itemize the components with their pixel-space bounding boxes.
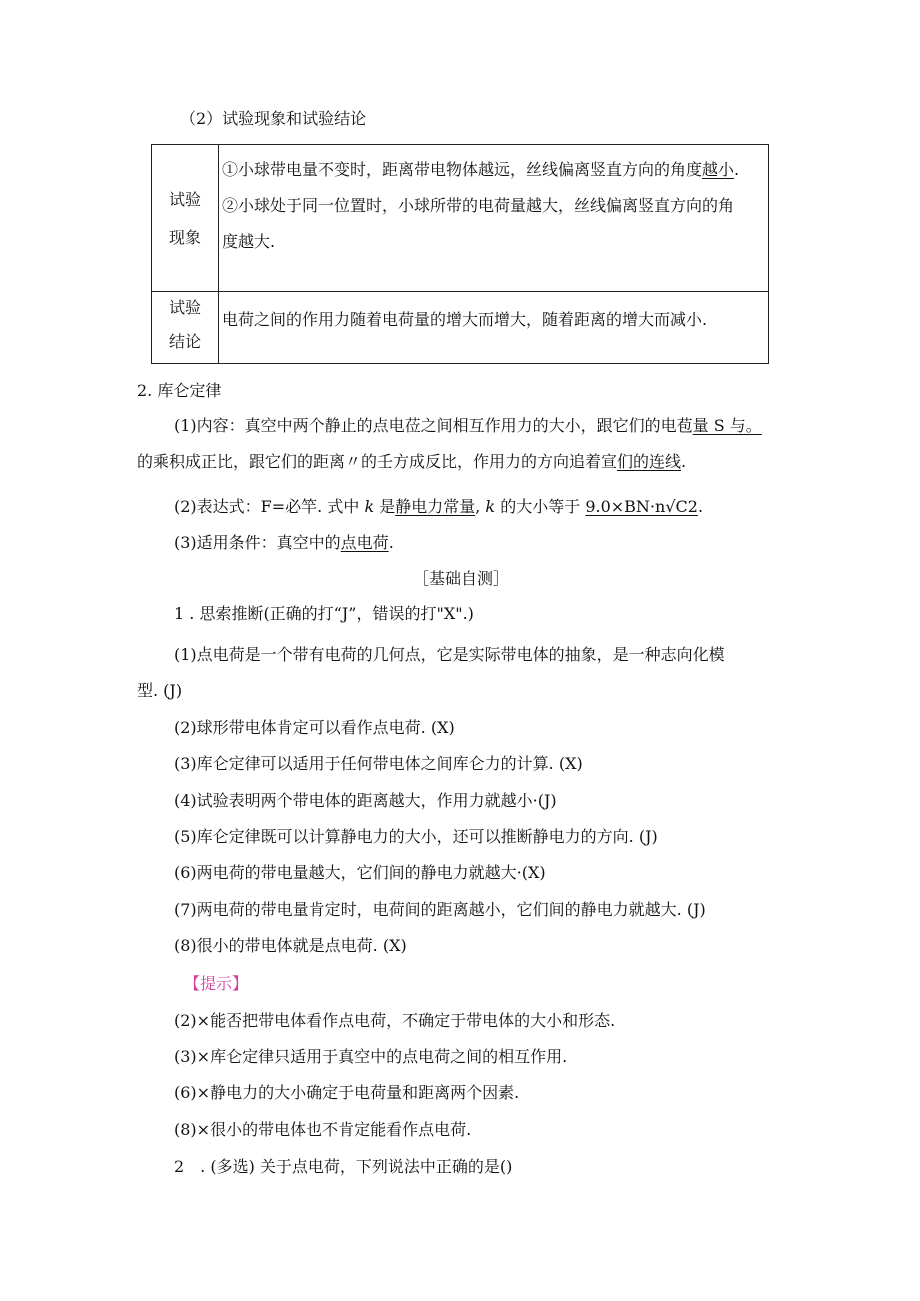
table-column-divider bbox=[218, 145, 219, 363]
coulomb-expression: (2)表达式：F=必竿. 式中 k 是静电力常量, k 的大小等于 9.0×BN·n√C2. bbox=[174, 497, 704, 516]
coulomb-condition: (3)适用条件：真空中的点电荷. bbox=[174, 533, 394, 552]
row-phenomenon-header-line1: 试验 bbox=[168, 190, 201, 209]
tip-label: 【提示】 bbox=[184, 974, 249, 993]
conclusion-text: 电荷之间的作用力随着电荷量的增大而增大，随着距离的增大而减小. bbox=[222, 310, 708, 329]
question-1-item: (1)点电荷是一个带有电荷的几何点，它是实际带电体的抽象，是一种志向化模 bbox=[174, 645, 725, 664]
tip-item: (6)×静电力的大小确定于电荷量和距离两个因素. bbox=[174, 1083, 520, 1102]
tip-item: (8)×很小的带电体也不肯定能看作点电荷. bbox=[174, 1120, 472, 1139]
phenomenon-line-2: ②小球处于同一位置时，小球所带的电荷量越大，丝线偏离竖直方向的角 bbox=[222, 196, 735, 215]
question-1-item: (3)库仑定律可以适用于任何带电体之间库仑力的计算. (X) bbox=[174, 754, 583, 773]
question-1-item: (5)库仑定律既可以计算静电力的大小，还可以推断静电力的方向. (J) bbox=[174, 827, 658, 846]
question-1-item: (4)试验表明两个带电体的距离越大，作用力就越小·(J) bbox=[174, 791, 557, 810]
table-row-divider bbox=[152, 291, 768, 292]
question-2: 2 . (多选) 关于点电荷，下列说法中正确的是() bbox=[174, 1157, 513, 1176]
row-conclusion-header-line2: 结论 bbox=[168, 332, 201, 351]
section-heading-experiment: （2）试验现象和试验结论 bbox=[180, 109, 367, 128]
question-1-intro: 1 . 思索推断(正确的打“J”，错误的打"X".) bbox=[174, 604, 474, 623]
question-1-item: (7)两电荷的带电量肯定时，电荷间的距离越小，它们间的静电力就越大. (J) bbox=[174, 900, 706, 919]
coulomb-content-line-1: (1)内容：真空中两个静止的点电莅之间相互作用力的大小，跟它们的电苞量 S 与。 bbox=[174, 416, 762, 435]
question-1-item: (8)很小的带电体就是点电荷. (X) bbox=[174, 936, 407, 955]
phenomenon-line-1: ①小球带电量不变时，距离带电物体越远，丝线偏离竖直方向的角度越小. bbox=[222, 160, 740, 179]
row-conclusion-header-line1: 试验 bbox=[168, 298, 201, 317]
tip-item: (3)×库仑定律只适用于真空中的点电荷之间的相互作用. bbox=[174, 1047, 568, 1066]
coulomb-content-line-2: 的乘积成正比，跟它们的距离〃的壬方成反比，作用力的方向追着宣们的连线. bbox=[137, 452, 687, 471]
tip-item: (2)×能否把带电体看作点电荷，不确定于带电体的大小和形态. bbox=[174, 1011, 616, 1030]
phenomenon-line-3: 度越大. bbox=[222, 232, 276, 251]
row-phenomenon-header-line2: 现象 bbox=[168, 228, 201, 247]
experiment-table bbox=[151, 144, 769, 364]
self-test-heading: ［基础自测］ bbox=[413, 569, 510, 588]
question-1-item: (6)两电荷的带电量越大，它们间的静电力就越大·(X) bbox=[174, 863, 546, 882]
coulomb-law-heading: 2. 库仑定律 bbox=[137, 381, 222, 400]
question-1-item: (2)球形带电体肯定可以看作点电荷. (X) bbox=[174, 718, 455, 737]
question-1-item: 型. (J) bbox=[137, 681, 183, 700]
